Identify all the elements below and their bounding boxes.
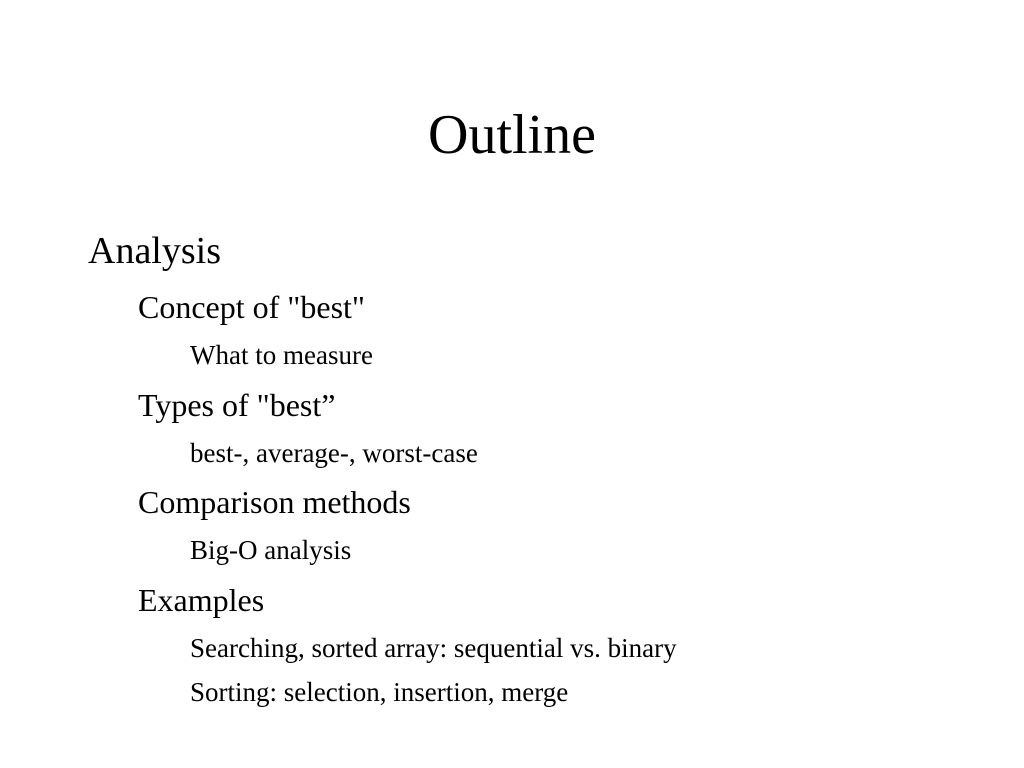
outline-item-concept-of-best: Concept of "best" <box>138 289 365 325</box>
outline-item-cases: best-, average-, worst-case <box>190 438 478 468</box>
outline-item-types-of-best: Types of "best” <box>138 387 336 423</box>
outline-item-big-o: Big-O analysis <box>190 535 352 565</box>
outline-item-comparison-methods: Comparison methods <box>138 484 411 520</box>
outline-item-what-to-measure: What to measure <box>190 340 373 370</box>
slide-title: Outline <box>428 104 596 166</box>
outline-item-analysis: Analysis <box>88 230 221 272</box>
outline-item-sorting: Sorting: selection, insertion, merge <box>190 677 569 707</box>
outline-item-searching: Searching, sorted array: sequential vs. binary <box>190 633 677 663</box>
outline-item-examples: Examples <box>138 582 265 618</box>
